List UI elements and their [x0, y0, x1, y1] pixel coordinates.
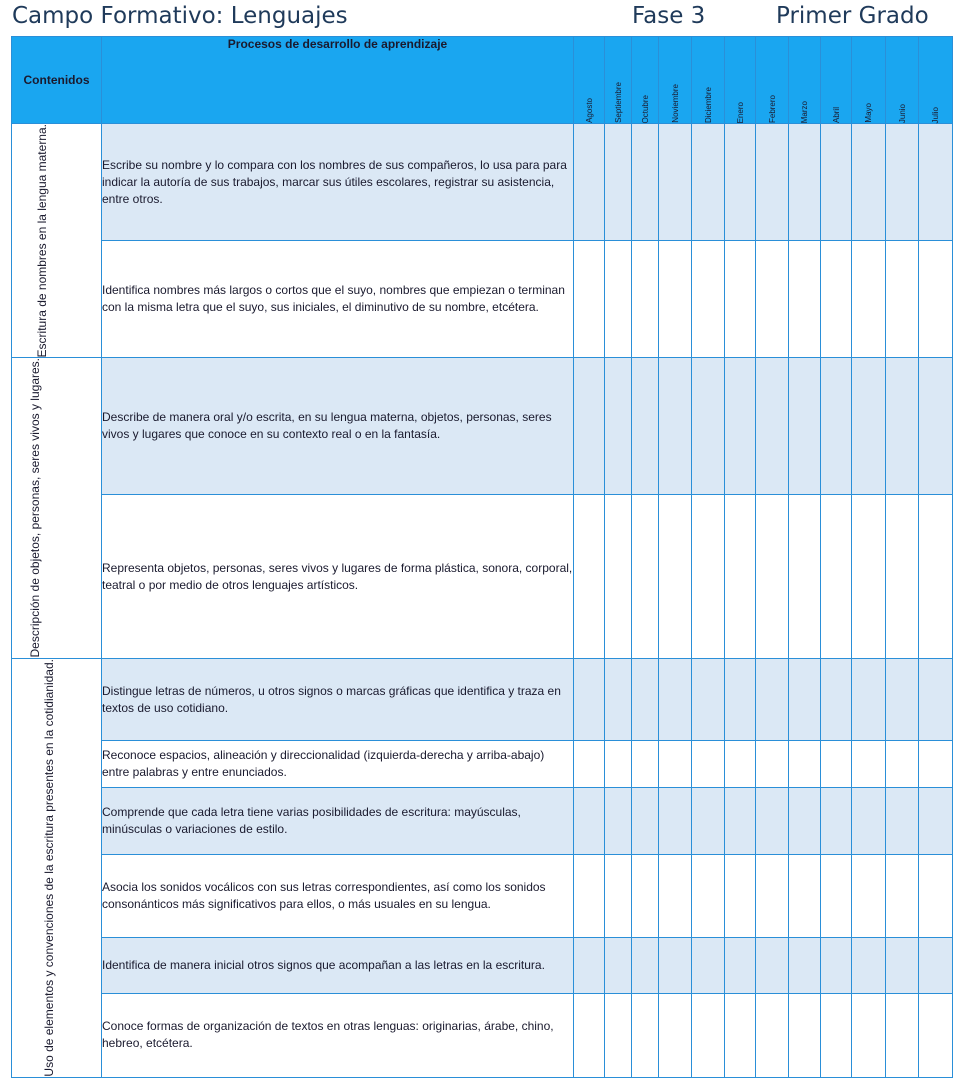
month-label: Enero — [735, 101, 745, 123]
month-check-cell[interactable] — [659, 495, 692, 658]
month-check-cell[interactable] — [574, 741, 605, 788]
table-row — [12, 938, 953, 994]
contenido-text: Uso de elementos y convenciones de la escritura presentes en la cotidianidad. — [41, 658, 56, 1077]
month-check-cell[interactable] — [725, 938, 756, 994]
month-header — [605, 37, 632, 124]
month-check-cell[interactable] — [632, 658, 659, 740]
month-check-cell[interactable] — [659, 787, 692, 854]
month-header — [821, 37, 852, 124]
proceso-cell: Comprende que cada letra tiene varias posibilidades de escritura: mayúsculas, minúsculas o variaciones de estilo. — [102, 787, 574, 854]
month-check-cell[interactable] — [574, 938, 605, 994]
proceso-cell: Representa objetos, personas, seres vivos y lugares de forma plástica, sonora, corporal, teatral o por medio de otros lenguajes artísticos. — [102, 495, 574, 658]
month-check-cell[interactable] — [756, 495, 789, 658]
table-row — [12, 741, 953, 788]
month-check-cell[interactable] — [659, 658, 692, 740]
month-check-cell[interactable] — [789, 241, 821, 358]
month-check-cell[interactable] — [692, 994, 725, 1078]
month-check-cell[interactable] — [574, 658, 605, 740]
month-header — [574, 37, 605, 124]
month-check-cell[interactable] — [574, 241, 605, 358]
month-check-cell[interactable] — [692, 658, 725, 740]
month-check-cell[interactable] — [692, 787, 725, 854]
month-check-cell[interactable] — [789, 741, 821, 788]
month-check-cell[interactable] — [725, 358, 756, 495]
month-label: Mayo — [864, 103, 873, 123]
month-check-cell[interactable] — [789, 495, 821, 658]
month-check-cell[interactable] — [605, 938, 632, 994]
month-header — [886, 37, 919, 124]
month-check-cell[interactable] — [632, 854, 659, 937]
month-check-cell[interactable] — [821, 358, 852, 495]
month-check-cell[interactable] — [852, 938, 886, 994]
table-row — [12, 358, 953, 495]
contenidos-header: Contenidos — [12, 37, 102, 124]
month-check-cell[interactable] — [886, 124, 919, 241]
month-check-cell[interactable] — [632, 124, 659, 241]
month-check-cell[interactable] — [821, 658, 852, 740]
month-check-cell[interactable] — [632, 787, 659, 854]
month-check-cell[interactable] — [789, 938, 821, 994]
month-check-cell[interactable] — [574, 787, 605, 854]
table-row — [12, 241, 953, 358]
month-check-cell[interactable] — [605, 854, 632, 937]
contenido-text: Descripción de objetos, personas, seres vivos y lugares. — [27, 358, 42, 658]
proceso-cell: Reconoce espacios, alineación y direccionalidad (izquierda-derecha y arriba-abajo) entre palabras y entre enunciados. — [102, 741, 574, 788]
month-check-cell[interactable] — [574, 854, 605, 937]
month-check-cell[interactable] — [605, 787, 632, 854]
month-check-cell[interactable] — [886, 787, 919, 854]
month-check-cell[interactable] — [725, 124, 756, 241]
month-label: Julio — [931, 106, 940, 123]
month-check-cell[interactable] — [789, 124, 821, 241]
table-row — [12, 658, 953, 740]
month-check-cell[interactable] — [821, 241, 852, 358]
month-check-cell[interactable] — [659, 994, 692, 1078]
month-check-cell[interactable] — [886, 854, 919, 937]
proceso-cell: Asocia los sonidos vocálicos con sus letras correspondientes, así como los sonidos consonánticos más significativos para ellos, o más usuales en su lengua. — [102, 854, 574, 937]
contenido-cell — [12, 658, 102, 1077]
month-check-cell[interactable] — [919, 495, 953, 658]
month-check-cell[interactable] — [789, 854, 821, 937]
proceso-cell: Escribe su nombre y lo compara con los nombres de sus compañeros, lo usa para para indicar la autoría de sus trabajos, marcar sus útiles escolares, registrar su asistencia, entre otros. — [102, 124, 574, 241]
proceso-cell: Identifica nombres más largos o cortos que el suyo, nombres que empiezan o terminan con la misma letra que el suyo, sus iniciales, el diminutivo de su nombre, etcétera. — [102, 241, 574, 358]
month-check-cell[interactable] — [632, 938, 659, 994]
month-header — [852, 37, 886, 124]
month-check-cell[interactable] — [756, 658, 789, 740]
month-label: Diciembre — [703, 86, 713, 123]
month-check-cell[interactable] — [574, 994, 605, 1078]
month-check-cell[interactable] — [821, 495, 852, 658]
month-check-cell[interactable] — [756, 938, 789, 994]
table-row — [12, 994, 953, 1078]
month-check-cell[interactable] — [659, 241, 692, 358]
month-check-cell[interactable] — [692, 741, 725, 788]
month-check-cell[interactable] — [919, 658, 953, 740]
month-check-cell[interactable] — [919, 938, 953, 994]
month-check-cell[interactable] — [605, 124, 632, 241]
month-check-cell[interactable] — [659, 358, 692, 495]
month-check-cell[interactable] — [725, 495, 756, 658]
month-check-cell[interactable] — [659, 741, 692, 788]
month-check-cell[interactable] — [821, 124, 852, 241]
month-check-cell[interactable] — [632, 741, 659, 788]
month-check-cell[interactable] — [692, 938, 725, 994]
month-check-cell[interactable] — [821, 938, 852, 994]
month-check-cell[interactable] — [852, 994, 886, 1078]
month-check-cell[interactable] — [919, 241, 953, 358]
month-check-cell[interactable] — [756, 787, 789, 854]
month-check-cell[interactable] — [692, 124, 725, 241]
grado-label: Primer Grado — [776, 3, 929, 29]
month-check-cell[interactable] — [632, 994, 659, 1078]
month-check-cell[interactable] — [886, 658, 919, 740]
month-check-cell[interactable] — [605, 658, 632, 740]
month-header — [632, 37, 659, 124]
month-header — [725, 37, 756, 124]
header-row — [12, 37, 953, 124]
month-check-cell[interactable] — [574, 495, 605, 658]
month-check-cell[interactable] — [574, 358, 605, 495]
table-row — [12, 787, 953, 854]
month-check-cell[interactable] — [725, 241, 756, 358]
procesos-header: Procesos de desarrollo de aprendizaje — [102, 37, 574, 124]
month-check-cell[interactable] — [725, 741, 756, 788]
month-check-cell[interactable] — [821, 787, 852, 854]
month-check-cell[interactable] — [756, 358, 789, 495]
month-header — [692, 37, 725, 124]
month-check-cell[interactable] — [821, 741, 852, 788]
month-label: Marzo — [800, 100, 809, 123]
month-header — [659, 37, 692, 124]
month-check-cell[interactable] — [852, 741, 886, 788]
month-check-cell[interactable] — [852, 358, 886, 495]
month-label: Abril — [831, 106, 841, 123]
month-label: Febrero — [767, 94, 777, 123]
month-header — [789, 37, 821, 124]
month-check-cell[interactable] — [789, 358, 821, 495]
proceso-cell: Conoce formas de organización de textos en otras lenguas: originarias, árabe, chino, hebreo, etcétera. — [102, 994, 574, 1078]
month-check-cell[interactable] — [725, 854, 756, 937]
month-header — [756, 37, 789, 124]
month-header — [919, 37, 953, 124]
month-check-cell[interactable] — [886, 938, 919, 994]
contenido-cell — [12, 124, 102, 358]
month-check-cell[interactable] — [605, 994, 632, 1078]
campo-formativo-title: Campo Formativo: Lenguajes — [12, 3, 348, 29]
proceso-cell: Identifica de manera inicial otros signos que acompañan a las letras en la escritura. — [102, 938, 574, 994]
month-check-cell[interactable] — [919, 741, 953, 788]
month-check-cell[interactable] — [692, 358, 725, 495]
month-label: Junio — [897, 103, 907, 123]
month-check-cell[interactable] — [821, 994, 852, 1078]
month-check-cell[interactable] — [632, 358, 659, 495]
month-check-cell[interactable] — [852, 658, 886, 740]
table-row — [12, 495, 953, 658]
month-label: Septiembre — [613, 82, 623, 123]
fase-label: Fase 3 — [632, 3, 706, 29]
month-check-cell[interactable] — [574, 124, 605, 241]
month-check-cell[interactable] — [789, 787, 821, 854]
month-check-cell[interactable] — [852, 241, 886, 358]
month-check-cell[interactable] — [919, 994, 953, 1078]
month-check-cell[interactable] — [692, 241, 725, 358]
month-check-cell[interactable] — [852, 495, 886, 658]
month-label: Noviembre — [670, 84, 680, 123]
month-label: Octubre — [640, 94, 650, 123]
month-check-cell[interactable] — [919, 124, 953, 241]
month-check-cell[interactable] — [756, 124, 789, 241]
month-check-cell[interactable] — [886, 358, 919, 495]
contenido-text: Escritura de nombres en la lengua materna. — [34, 124, 49, 358]
table-row — [12, 854, 953, 937]
proceso-cell: Distingue letras de números, u otros signos o marcas gráficas que identifica y traza en textos de uso cotidiano. — [102, 658, 574, 740]
month-check-cell[interactable] — [756, 854, 789, 937]
month-check-cell[interactable] — [659, 124, 692, 241]
title-bar — [0, 0, 960, 36]
month-check-cell[interactable] — [605, 241, 632, 358]
month-check-cell[interactable] — [632, 495, 659, 658]
month-check-cell[interactable] — [852, 124, 886, 241]
contenido-cell — [12, 358, 102, 658]
month-check-cell[interactable] — [886, 994, 919, 1078]
month-check-cell[interactable] — [605, 741, 632, 788]
month-check-cell[interactable] — [632, 241, 659, 358]
month-check-cell[interactable] — [789, 658, 821, 740]
month-check-cell[interactable] — [692, 495, 725, 658]
month-check-cell[interactable] — [919, 358, 953, 495]
planning-table — [11, 36, 953, 1078]
month-check-cell[interactable] — [725, 994, 756, 1078]
month-check-cell[interactable] — [725, 658, 756, 740]
month-check-cell[interactable] — [659, 938, 692, 994]
month-check-cell[interactable] — [821, 854, 852, 937]
month-check-cell[interactable] — [659, 854, 692, 937]
month-check-cell[interactable] — [756, 741, 789, 788]
month-check-cell[interactable] — [605, 495, 632, 658]
proceso-cell: Describe de manera oral y/o escrita, en su lengua materna, objetos, personas, seres vivos y lugares que conoce en su contexto real o en la fantasía. — [102, 358, 574, 495]
month-check-cell[interactable] — [886, 495, 919, 658]
month-check-cell[interactable] — [919, 787, 953, 854]
month-check-cell[interactable] — [756, 241, 789, 358]
month-check-cell[interactable] — [605, 358, 632, 495]
month-check-cell[interactable] — [852, 787, 886, 854]
table-row — [12, 124, 953, 241]
month-check-cell[interactable] — [725, 787, 756, 854]
month-check-cell[interactable] — [886, 741, 919, 788]
month-check-cell[interactable] — [692, 854, 725, 937]
month-check-cell[interactable] — [886, 241, 919, 358]
month-label: Agosto — [584, 98, 594, 123]
month-check-cell[interactable] — [789, 994, 821, 1078]
month-check-cell[interactable] — [919, 854, 953, 937]
month-check-cell[interactable] — [852, 854, 886, 937]
month-check-cell[interactable] — [756, 994, 789, 1078]
